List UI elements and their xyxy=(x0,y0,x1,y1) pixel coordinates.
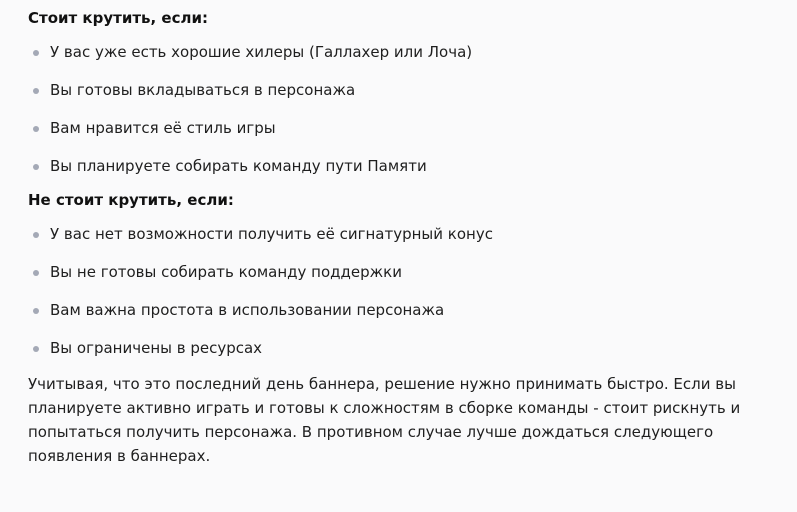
list-item xyxy=(28,224,797,244)
bullet-icon xyxy=(33,346,39,352)
list-item xyxy=(28,338,797,358)
list-item-text: Вы ограничены в ресурсах xyxy=(50,339,263,357)
list-item xyxy=(28,156,797,176)
list-item-text: У вас уже есть хорошие хилеры (Галлахер или Лоча) xyxy=(50,43,473,61)
section-heading-cons: Не стоит крутить, если: xyxy=(28,191,234,209)
list-item xyxy=(28,262,797,282)
list-item xyxy=(28,80,797,100)
bullet-icon xyxy=(33,308,39,314)
bullet-icon xyxy=(33,88,39,94)
section-heading-pros: Стоит крутить, если: xyxy=(28,9,208,27)
bullet-icon xyxy=(33,164,39,170)
bullet-icon xyxy=(33,232,39,238)
list-item xyxy=(28,300,797,320)
list-item xyxy=(28,42,797,62)
list-item-text: Вы планируете собирать команду пути Памяти xyxy=(50,157,427,175)
list-item-text: У вас нет возможности получить её сигнатурный конус xyxy=(50,225,493,243)
list-item xyxy=(28,118,797,138)
list-item-text: Вы не готовы собирать команду поддержки xyxy=(50,263,402,281)
pros-list xyxy=(28,42,797,176)
bullet-icon xyxy=(33,270,39,276)
list-item-text: Вы готовы вкладываться в персонажа xyxy=(50,81,356,99)
list-item-text: Вам нравится её стиль игры xyxy=(50,119,276,137)
list-item-text: Вам важна простота в использовании персонажа xyxy=(50,301,445,319)
bullet-icon xyxy=(33,126,39,132)
cons-list xyxy=(28,224,797,358)
bullet-icon xyxy=(33,50,39,56)
conclusion-paragraph: Учитывая, что это последний день баннера, решение нужно принимать быстро. Если вы планируете активно играть и готовы к сложностям в сборке команды - стоит рискнуть и попытаться получить персонажа. В противном случае лучше дождаться следующего появления в баннерах. xyxy=(28,375,741,465)
